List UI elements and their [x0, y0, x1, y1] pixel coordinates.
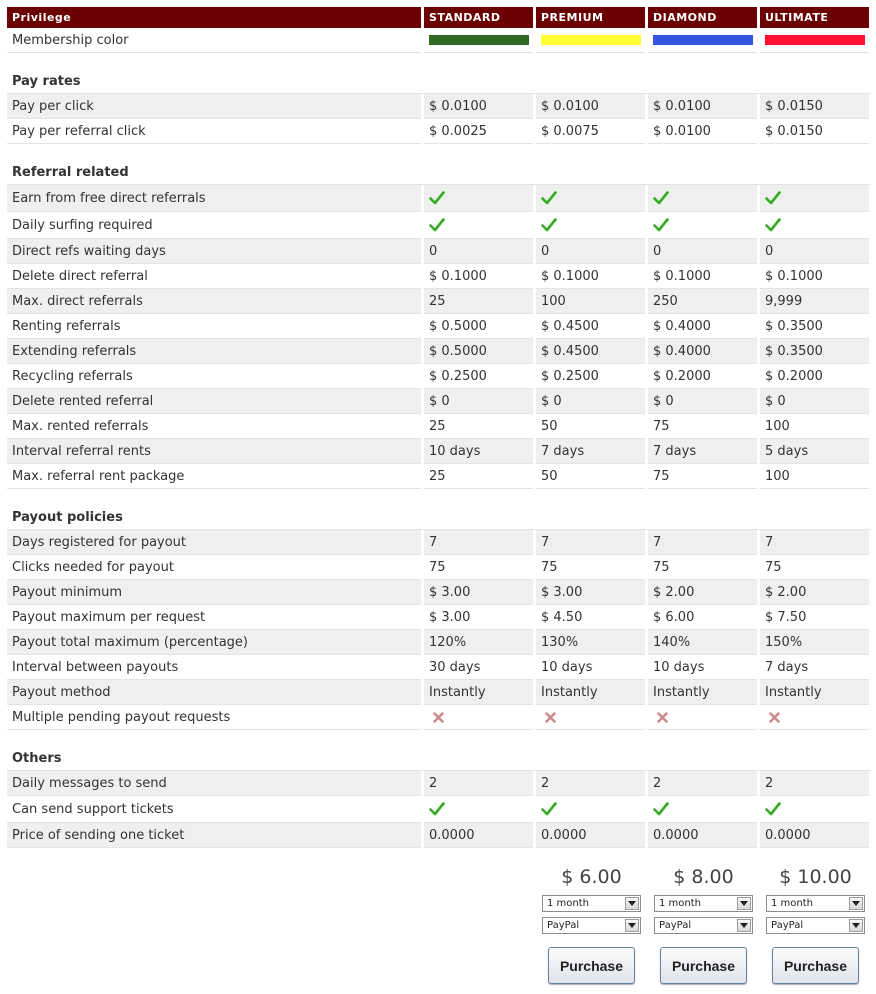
- table-header-row: [7, 7, 871, 28]
- table-row: [7, 605, 871, 630]
- table-row: [7, 823, 871, 848]
- row-label: Daily surfing required: [7, 212, 421, 239]
- row-label: Max. referral rent package: [7, 464, 421, 489]
- diamond-purchase-button[interactable]: Purchase: [660, 947, 747, 984]
- premium-method-select[interactable]: [542, 917, 641, 934]
- table-cell: 75: [536, 555, 645, 580]
- table-cell: $ 0.4500: [536, 339, 645, 364]
- membership-comparison-table: [7, 7, 871, 848]
- table-row: [7, 389, 871, 414]
- header-premium: PREMIUM: [536, 7, 645, 28]
- table-cell: $ 0: [424, 389, 533, 414]
- row-label: Delete rented referral: [7, 389, 421, 414]
- table-row: [7, 796, 871, 823]
- chevron-down-icon[interactable]: [849, 919, 863, 932]
- section-title-pay-rates: Pay rates: [7, 53, 871, 94]
- check-icon: [653, 801, 669, 817]
- table-cell: $ 0.3500: [760, 339, 869, 364]
- cross-icon: [545, 712, 556, 723]
- select-value: PayPal: [771, 920, 804, 931]
- table-cell: $ 0.4000: [648, 339, 757, 364]
- table-cell: 130%: [536, 630, 645, 655]
- table-cell: 7 days: [648, 439, 757, 464]
- table-row: [7, 289, 871, 314]
- table-row: [7, 364, 871, 389]
- table-row: [7, 414, 871, 439]
- table-cell: [760, 705, 869, 730]
- table-cell: 7: [760, 530, 869, 555]
- table-cell: 2: [648, 771, 757, 796]
- row-label: Extending referrals: [7, 339, 421, 364]
- table-cell: $ 0: [536, 389, 645, 414]
- table-cell: Instantly: [536, 680, 645, 705]
- section-title-referral-related: Referral related: [7, 144, 871, 185]
- row-label: Multiple pending payout requests: [7, 705, 421, 730]
- table-cell: $ 3.00: [536, 580, 645, 605]
- table-cell: $ 0.5000: [424, 314, 533, 339]
- check-icon: [541, 801, 557, 817]
- table-cell: $ 0.0150: [760, 94, 869, 119]
- check-icon: [765, 801, 781, 817]
- table-cell: $ 0.2000: [760, 364, 869, 389]
- table-cell: 0.0000: [648, 823, 757, 848]
- row-label: Days registered for payout: [7, 530, 421, 555]
- table-cell: 75: [760, 555, 869, 580]
- ultimate-purchase-button[interactable]: Purchase: [772, 947, 859, 984]
- table-cell: [536, 796, 645, 823]
- table-cell: 10 days: [648, 655, 757, 680]
- table-cell: 140%: [648, 630, 757, 655]
- table-cell: $ 0.4500: [536, 314, 645, 339]
- table-row: [7, 212, 871, 239]
- table-cell: 0: [536, 239, 645, 264]
- table-cell: $ 0.2000: [648, 364, 757, 389]
- select-value: PayPal: [659, 920, 692, 931]
- table-cell: 0.0000: [424, 823, 533, 848]
- chevron-down-icon[interactable]: [737, 897, 751, 910]
- table-cell: 5 days: [760, 439, 869, 464]
- table-row: [7, 771, 871, 796]
- table-cell: [424, 796, 533, 823]
- table-cell: 75: [648, 464, 757, 489]
- table-cell: 25: [424, 289, 533, 314]
- table-cell: 10 days: [424, 439, 533, 464]
- table-cell: $ 0.2500: [536, 364, 645, 389]
- table-cell: [424, 705, 533, 730]
- table-cell: 7 days: [536, 439, 645, 464]
- table-cell: 75: [424, 555, 533, 580]
- row-label: Price of sending one ticket: [7, 823, 421, 848]
- table-row: [7, 439, 871, 464]
- row-label: Max. rented referrals: [7, 414, 421, 439]
- table-cell: 30 days: [424, 655, 533, 680]
- select-value: PayPal: [547, 920, 580, 931]
- table-cell: 0: [648, 239, 757, 264]
- header-standard: STANDARD: [424, 7, 533, 28]
- table-cell: $ 3.00: [424, 605, 533, 630]
- row-label: Max. direct referrals: [7, 289, 421, 314]
- table-cell: $ 2.00: [648, 580, 757, 605]
- row-label: Pay per referral click: [7, 119, 421, 144]
- table-cell: [424, 212, 533, 239]
- table-row: [7, 680, 871, 705]
- table-cell: $ 0.0025: [424, 119, 533, 144]
- cross-icon: [769, 712, 780, 723]
- row-label: Delete direct referral: [7, 264, 421, 289]
- table-cell: 75: [648, 414, 757, 439]
- row-label: Pay per click: [7, 94, 421, 119]
- table-cell: $ 0.2500: [424, 364, 533, 389]
- table-row: [7, 94, 871, 119]
- check-icon: [429, 217, 445, 233]
- row-label: Can send support tickets: [7, 796, 421, 823]
- table-row: [7, 464, 871, 489]
- row-label: Recycling referrals: [7, 364, 421, 389]
- row-label: Interval between payouts: [7, 655, 421, 680]
- premium-purchase-button[interactable]: Purchase: [548, 947, 635, 984]
- row-label: Membership color: [7, 28, 421, 53]
- diamond-method-select[interactable]: [654, 917, 753, 934]
- table-cell: 7: [648, 530, 757, 555]
- table-cell: $ 0.1000: [760, 264, 869, 289]
- table-row: [7, 185, 871, 212]
- table-cell: $ 2.00: [760, 580, 869, 605]
- ultimate-price: $ 10.00: [779, 866, 852, 888]
- table-cell: 2: [424, 771, 533, 796]
- row-label: Daily messages to send: [7, 771, 421, 796]
- table-cell: [648, 212, 757, 239]
- check-icon: [429, 190, 445, 206]
- table-cell: $ 0.4000: [648, 314, 757, 339]
- table-cell: [648, 796, 757, 823]
- table-row: [7, 530, 871, 555]
- table-cell: $ 0.5000: [424, 339, 533, 364]
- table-cell: $ 0.0150: [760, 119, 869, 144]
- table-cell: [536, 705, 645, 730]
- header-privilege: Privilege: [7, 7, 421, 28]
- row-label: Payout maximum per request: [7, 605, 421, 630]
- table-row: [7, 314, 871, 339]
- table-row: [7, 705, 871, 730]
- row-label: Interval referral rents: [7, 439, 421, 464]
- table-cell: 75: [648, 555, 757, 580]
- check-icon: [541, 190, 557, 206]
- ultimate-method-select[interactable]: [766, 917, 865, 934]
- table-cell: 0: [760, 239, 869, 264]
- check-icon: [541, 217, 557, 233]
- membership-color-row: [7, 28, 871, 53]
- table-row: [7, 239, 871, 264]
- diamond-price: $ 8.00: [673, 866, 734, 888]
- table-cell: 100: [760, 414, 869, 439]
- table-cell: [648, 185, 757, 212]
- table-cell: 100: [536, 289, 645, 314]
- table-cell: 120%: [424, 630, 533, 655]
- table-cell: 0.0000: [760, 823, 869, 848]
- table-cell: 25: [424, 414, 533, 439]
- table-row: [7, 339, 871, 364]
- section-title-payout-policies: Payout policies: [7, 489, 871, 530]
- table-cell: $ 0: [760, 389, 869, 414]
- table-row: [7, 630, 871, 655]
- table-cell: $ 0.1000: [536, 264, 645, 289]
- table-cell: $ 0.1000: [424, 264, 533, 289]
- row-label: Payout total maximum (percentage): [7, 630, 421, 655]
- table-cell: 7: [536, 530, 645, 555]
- table-cell: 7 days: [760, 655, 869, 680]
- table-cell: $ 4.50: [536, 605, 645, 630]
- row-label: Direct refs waiting days: [7, 239, 421, 264]
- row-label: Clicks needed for payout: [7, 555, 421, 580]
- table-cell: [760, 212, 869, 239]
- table-cell: 100: [760, 464, 869, 489]
- cross-icon: [657, 712, 668, 723]
- table-cell: $ 0: [648, 389, 757, 414]
- table-cell: 0.0000: [536, 823, 645, 848]
- chevron-down-icon[interactable]: [625, 919, 639, 932]
- section-title-others: Others: [7, 730, 871, 771]
- table-cell: [536, 185, 645, 212]
- header-ultimate: ULTIMATE: [760, 7, 869, 28]
- table-row: [7, 580, 871, 605]
- premium-color-swatch: [541, 35, 641, 45]
- select-value: 1 month: [547, 898, 589, 909]
- cross-icon: [433, 712, 444, 723]
- table-cell: $ 0.3500: [760, 314, 869, 339]
- table-cell: [648, 705, 757, 730]
- table-cell: Instantly: [424, 680, 533, 705]
- table-row: [7, 264, 871, 289]
- table-cell: 0: [424, 239, 533, 264]
- table-cell: 2: [536, 771, 645, 796]
- table-cell: 250: [648, 289, 757, 314]
- table-cell: Instantly: [648, 680, 757, 705]
- table-cell: $ 0.1000: [648, 264, 757, 289]
- table-cell: 2: [760, 771, 869, 796]
- table-cell: $ 0.0100: [648, 94, 757, 119]
- standard-color-swatch: [429, 35, 529, 45]
- premium-period-select[interactable]: [542, 895, 641, 912]
- diamond-period-select[interactable]: [654, 895, 753, 912]
- table-cell: 7: [424, 530, 533, 555]
- table-row: [7, 119, 871, 144]
- table-cell: [760, 185, 869, 212]
- chevron-down-icon[interactable]: [737, 919, 751, 932]
- table-cell: $ 0.0100: [424, 94, 533, 119]
- row-label: Payout minimum: [7, 580, 421, 605]
- table-cell: $ 0.0100: [536, 94, 645, 119]
- select-value: 1 month: [659, 898, 701, 909]
- table-cell: [536, 212, 645, 239]
- ultimate-period-select[interactable]: [766, 895, 865, 912]
- table-cell: 50: [536, 414, 645, 439]
- table-cell: 25: [424, 464, 533, 489]
- table-cell: $ 7.50: [760, 605, 869, 630]
- check-icon: [765, 190, 781, 206]
- table-cell: $ 0.0100: [648, 119, 757, 144]
- row-label: Payout method: [7, 680, 421, 705]
- table-row: [7, 555, 871, 580]
- row-label: Earn from free direct referrals: [7, 185, 421, 212]
- table-cell: [424, 185, 533, 212]
- ultimate-color-swatch: [765, 35, 865, 45]
- row-label: Renting referrals: [7, 314, 421, 339]
- table-cell: Instantly: [760, 680, 869, 705]
- check-icon: [653, 217, 669, 233]
- chevron-down-icon[interactable]: [849, 897, 863, 910]
- select-value: 1 month: [771, 898, 813, 909]
- table-sections: [7, 53, 871, 848]
- check-icon: [765, 217, 781, 233]
- table-cell: $ 3.00: [424, 580, 533, 605]
- check-icon: [653, 190, 669, 206]
- chevron-down-icon[interactable]: [625, 897, 639, 910]
- table-cell: $ 6.00: [648, 605, 757, 630]
- table-cell: 50: [536, 464, 645, 489]
- check-icon: [429, 801, 445, 817]
- table-cell: $ 0.0075: [536, 119, 645, 144]
- table-cell: 150%: [760, 630, 869, 655]
- header-diamond: DIAMOND: [648, 7, 757, 28]
- table-cell: [760, 796, 869, 823]
- premium-price: $ 6.00: [561, 866, 622, 888]
- table-cell: 10 days: [536, 655, 645, 680]
- table-cell: 9,999: [760, 289, 869, 314]
- diamond-color-swatch: [653, 35, 753, 45]
- table-row: [7, 655, 871, 680]
